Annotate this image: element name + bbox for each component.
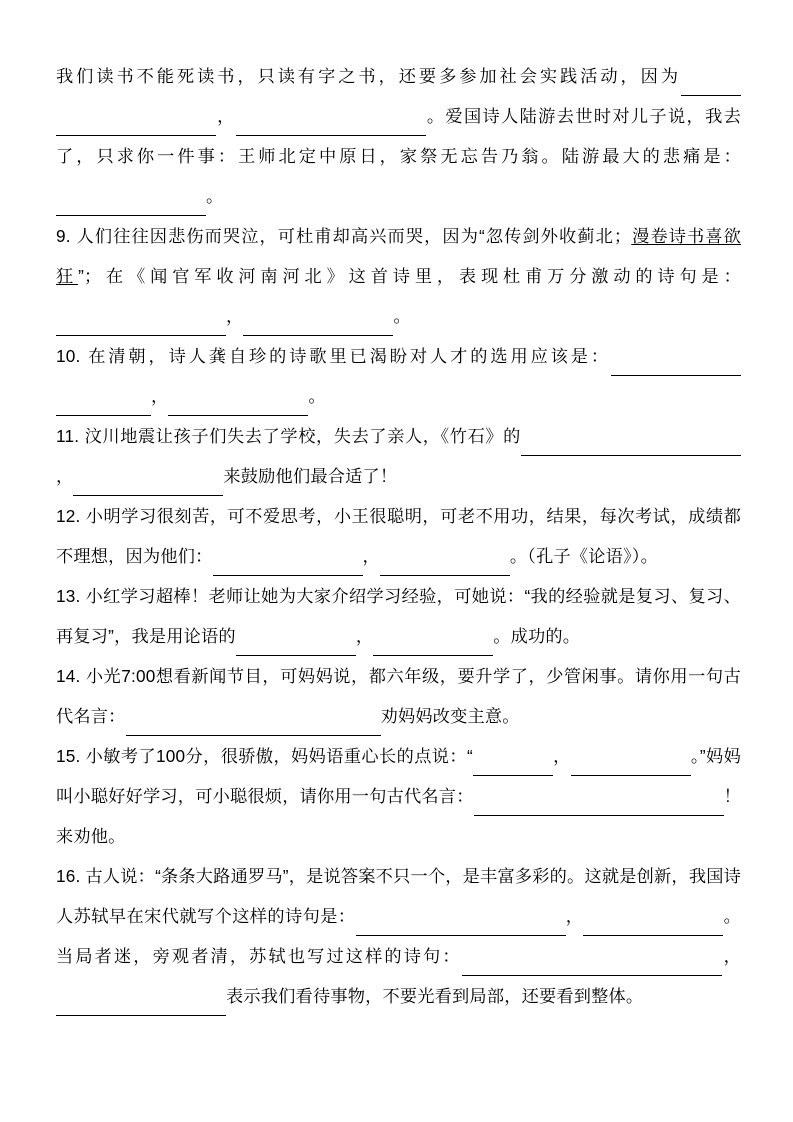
punctuation: ， [226,306,244,326]
punctuation: ， [362,546,380,566]
punctuation: 。 [393,306,411,326]
paragraph-10 [56,336,741,416]
answer-blank[interactable] [631,755,691,776]
paragraph-16 [56,856,741,1016]
text-run: 14. 小光7:00想看新闻节目，可妈妈说，都六年级，要升学了，少管闲事。请你用一句古代名言： [56,666,741,726]
answer-blank[interactable] [661,435,741,456]
punctuation: ， [216,106,236,126]
answer-blank[interactable] [56,195,206,216]
text-run: 10. 在清朝，诗人龚自珍的诗歌里已渴盼对人才的选用应该是： [56,346,611,366]
text-run: 9. 人们往往因悲伤而哭泣，可杜甫却高兴而哭，因为“忽传剑外收蓟北； [56,226,632,246]
answer-blank[interactable] [236,115,426,136]
text-run: 16. 古人说：“条条大路通罗马”，是说答案不只一个，是丰富多彩的。这就是创新，我国诗人苏轼早在宋代就写个这样的诗句是： [56,866,741,926]
answer-blank[interactable] [56,115,216,136]
answer-blank[interactable] [168,395,308,416]
answer-blank[interactable] [611,355,741,376]
answer-blank[interactable] [356,915,506,936]
text-run: 11. 汶川地震让孩子们失去了学校，失去了亲人，《竹石》的 [56,426,521,446]
text-run: 13. 小红学习超棒！老师让她为大家介绍学习经验，可她说：“我的经验就是复习、复习、再复习”，我是用论语的 [56,586,741,646]
punctuation: ， [721,946,742,966]
answer-blank[interactable] [373,635,493,656]
paragraph-15 [56,736,741,856]
punctuation: 。 [308,386,326,406]
answer-blank[interactable] [243,315,393,336]
answer-blank[interactable] [681,75,741,96]
answer-blank[interactable] [473,755,553,776]
text-run: 我们读书不能死读书，只读有字之书，还要多参加社会实践活动，因为 [56,66,681,86]
text-run: 12. 小明学习很刻苦，可不爱思考，小王很聪明，可老不用功，结果，每次考试，成绩都不理想，因为他们： [56,506,741,566]
text-run: ”；在《闻官军收河南河北》这首诗里，表现杜甫万分激动的诗句是： [78,266,741,286]
answer-blank[interactable] [554,795,724,816]
text-run: 表示我们看待事物，不要光看到局部，还要看到整体。 [226,986,644,1006]
underlined-quote: 漫卷诗书喜欲狂 [56,226,741,286]
paragraph-intro [56,56,741,216]
answer-blank[interactable] [56,315,226,336]
punctuation: ， [565,906,584,926]
paragraph-12 [56,496,741,576]
text-run: 。成功的。 [493,626,581,646]
text-run: 。当局者迷，旁观者清，苏轼也写过这样的诗句： [56,906,742,966]
answer-blank[interactable] [126,715,381,736]
paragraph-11 [56,416,741,496]
punctuation: ， [552,746,571,766]
answer-blank[interactable] [522,955,722,976]
answer-blank[interactable] [571,755,631,776]
text-run: ！来劝他。 [56,786,741,846]
punctuation: 。 [206,186,224,206]
punctuation: ， [56,466,74,486]
paragraph-13 [56,576,741,656]
answer-blank[interactable] [462,955,522,976]
answer-blank[interactable] [521,435,661,456]
answer-blank[interactable] [56,395,151,416]
answer-blank[interactable] [213,555,363,576]
answer-blank[interactable] [236,635,356,656]
punctuation: ， [355,626,374,646]
text-run: 。”妈妈叫小聪好好学习，可小聪很烦，请你用一句古代名言： [56,746,741,806]
paragraph-14 [56,656,741,736]
text-run: 劝妈妈改变主意。 [380,706,520,726]
answer-blank[interactable] [506,915,566,936]
answer-blank[interactable] [380,555,510,576]
answer-blank[interactable] [474,795,554,816]
answer-blank[interactable] [583,915,723,936]
answer-blank[interactable] [73,475,223,496]
answer-blank[interactable] [56,995,226,1016]
punctuation: ， [151,386,169,406]
text-run: 来鼓励他们最合适了！ [223,466,398,486]
text-run: 。（孔子《论语》）。 [509,546,658,566]
text-run: 15. 小敏考了100分，很骄傲，妈妈语重心长的点说：“ [56,746,473,766]
paragraph-9 [56,216,741,336]
text-run: 。爱国诗人陆游去世时对儿子说，我去了，只求你一件事：王师北定中原日，家祭无忘告乃翁。陆游最大的悲痛是： [56,106,742,166]
